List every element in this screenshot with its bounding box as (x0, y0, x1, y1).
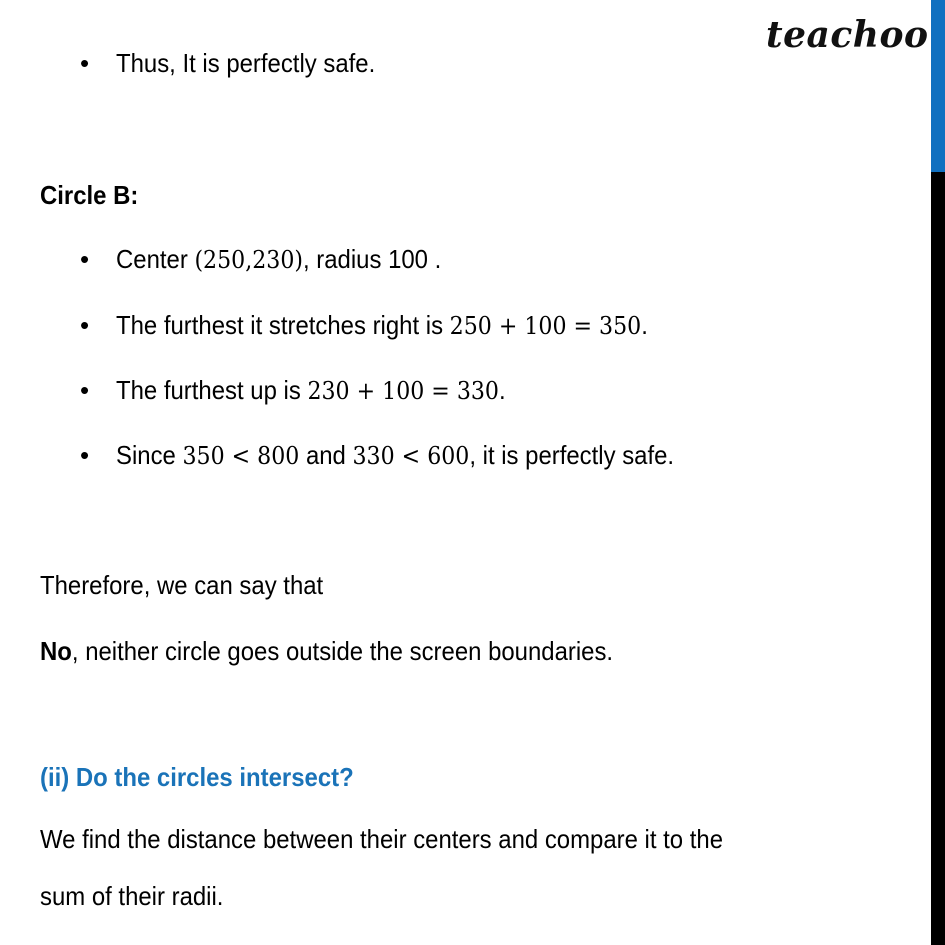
circle-b-bullet-4: Since 350 < 800 and 330 < 600, it is perfectly safe. (116, 440, 675, 470)
bullet-dot: • (80, 48, 90, 78)
circle-b-heading: Circle B: (40, 180, 139, 210)
bullet-dot: • (80, 440, 90, 470)
circle-b-bullet-2: The furthest it stretches right is 250 + 100 = 350. (116, 310, 648, 340)
teachoo-logo: teachoo (766, 14, 929, 56)
side-accent-bar (931, 0, 945, 945)
part-ii-text-line-2: sum of their radii. (40, 881, 224, 911)
part-ii-text-line-1: We find the distance between their centers and compare it to the (40, 824, 724, 854)
conclusion-intro: Therefore, we can say that (40, 570, 324, 600)
intro-bullet-text: Thus, It is perfectly safe. (116, 48, 376, 78)
bullet-dot: • (80, 310, 90, 340)
bullet-dot: • (80, 244, 90, 274)
bullet-dot: • (80, 375, 90, 405)
circle-b-bullet-1: Center (250,230), radius 100 . (116, 244, 442, 274)
circle-b-bullet-3: The furthest up is 230 + 100 = 330. (116, 375, 506, 405)
conclusion-statement: No, neither circle goes outside the screen boundaries. (40, 636, 614, 666)
side-accent-blue (931, 0, 945, 172)
part-ii-heading: (ii) Do the circles intersect? (40, 762, 354, 792)
